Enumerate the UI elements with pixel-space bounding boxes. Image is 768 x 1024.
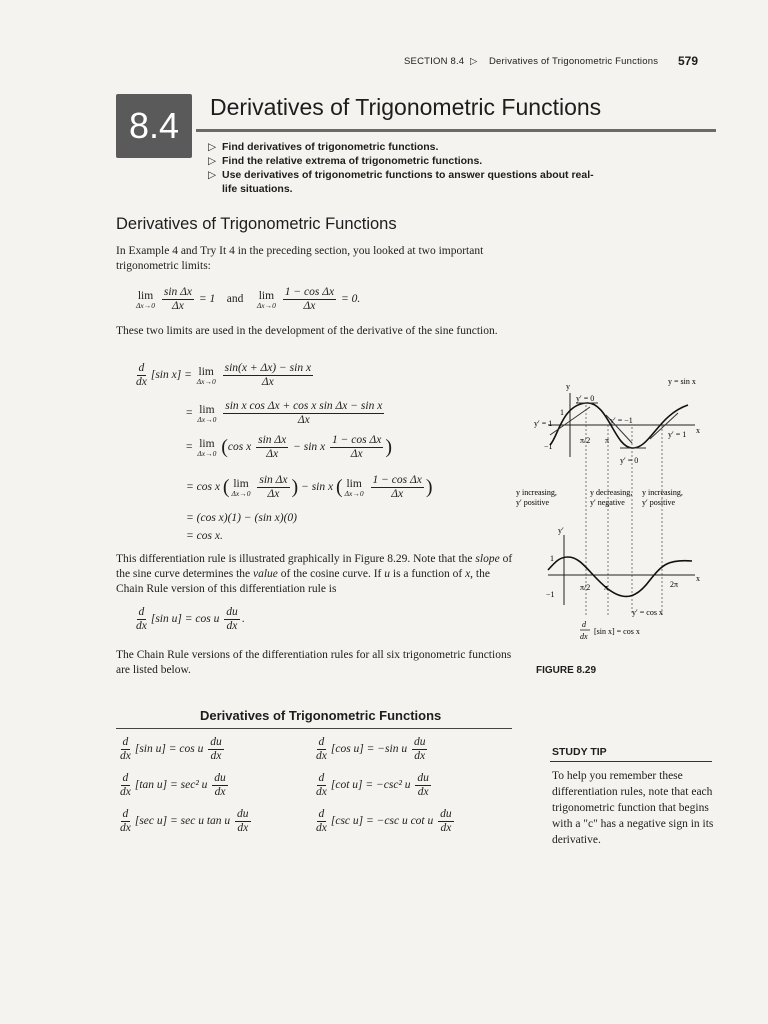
running-header-section: SECTION 8.4: [404, 56, 465, 67]
chain-rule-sin: $\frac{d}{dx}$ [sin u] = cos u $\frac{du}{dx}$ .: [136, 606, 245, 632]
label-positive-2: y′ positive: [642, 498, 676, 507]
derivation-line-6: = cos x.: [186, 530, 223, 542]
tick-minus-one: −1: [544, 442, 553, 451]
derivation-line-2: = lim Δx→0 $\frac{\text{sin x cos Δx + cos x sin Δx − sin x}}{\Delta x}$: [186, 400, 383, 426]
goal-item: ▷ Use derivatives of trigonometric functions to answer questions about real-life situations.: [208, 169, 594, 195]
paragraph-3: This differentiation rule is illustrated graphically in Figure 8.29. Note that the slope of the sine curve determines the value of the cosine curve. If u is a function of x, the Chain Rule version of this differentiation rule is: [116, 553, 513, 595]
derivation-line-3: = lim Δx→0 (cos x $\frac{\text{sin Δx}}{\Delta x}$ − sin x $\frac{\text{1 − cos Δx}}{\Delta x}$ ): [186, 434, 393, 460]
label-decreasing: y decreasing,: [590, 488, 633, 497]
top-curve-label: y = sin x: [668, 377, 696, 386]
goal-item: ▷ Find the relative extrema of trigonometric functions.: [208, 155, 483, 167]
study-tip-text: To help you remember these differentiation rules, note that each trigonometric function that begins with a "c" has a negative sign in its derivative.: [552, 770, 714, 846]
derivation-line-1: $\frac{d}{dx}$ [sin x] = lim Δx→0 $\frac{\text{sin(x + Δx) − sin x}}{\Delta x}$: [136, 362, 312, 388]
table-title: Derivatives of Trigonometric Functions: [200, 708, 442, 723]
intro-paragraph: In Example 4 and Try It 4 in the preceding section, you looked at two important trigonometric limits:: [116, 245, 484, 272]
title-rule: [196, 129, 716, 132]
header-arrow-icon: ▷: [470, 56, 478, 67]
goal-item: ▷ Find derivatives of trigonometric functions.: [208, 141, 439, 153]
label-yp0-top: y′ = 0: [576, 394, 595, 403]
page-number: 579: [678, 54, 699, 68]
running-header-title: Derivatives of Trigonometric Functions: [489, 56, 659, 67]
tick-pi: π: [605, 436, 610, 445]
derivation-line-4: = cos x ( lim Δx→0 $\frac{\text{sin Δx}}{\Delta x}$ ) − sin x ( lim Δx→0 $\frac{\text{1 − cos Δx}}{\Delta x}$ ): [186, 474, 433, 500]
tick-one: 1: [560, 408, 564, 417]
label-increasing-2: y increasing,: [642, 488, 683, 497]
label-yp0-bottom: y′ = 0: [620, 456, 639, 465]
label-negative: y′ negative: [590, 498, 625, 507]
triangle-bullet-icon: ▷: [208, 155, 217, 167]
tick-one-bottom: 1: [550, 554, 554, 563]
caption-dx: dx: [580, 632, 588, 641]
x-axis-label: x: [696, 426, 700, 435]
rule-tan: $\frac{d}{dx}$ [tan u] = sec² u $\frac{du}{dx}$: [120, 772, 226, 798]
section-badge: 8.4: [116, 94, 192, 158]
cosine-curve: [548, 557, 692, 596]
tick-pi-over-2: π/2: [580, 436, 591, 445]
paragraph-2: These two limits are used in the development of the derivative of the sine function.: [116, 325, 498, 337]
rule-sin: $\frac{d}{dx}$ [sin u] = cos u $\frac{du}{dx}$: [120, 736, 222, 762]
derivation-line-5: = (cos x)(1) − (sin x)(0): [186, 512, 297, 524]
caption-rhs: [sin x] = cos x: [594, 627, 640, 636]
x-axis-label-bottom: x: [696, 574, 700, 583]
label-yp1-right: y′ = 1: [668, 430, 687, 439]
label-yp1-left: y′ = 1: [534, 419, 553, 428]
paragraph-4: The Chain Rule versions of the differentiation rules for all six trigonometric functions are listed below.: [116, 649, 512, 676]
tick-2pi: 2π: [670, 580, 679, 589]
tick-pi-over-2-bottom: π/2: [580, 583, 591, 592]
y-axis-label: y: [566, 382, 570, 391]
bottom-curve-label: y′ = cos x: [632, 608, 663, 617]
triangle-bullet-icon: ▷: [208, 141, 217, 153]
triangle-bullet-icon: ▷: [208, 169, 217, 181]
label-ypm1: y′ = −1: [610, 416, 633, 425]
yprime-axis-label: y′: [558, 526, 564, 535]
rule-cos: $\frac{d}{dx}$ [cos u] = −sin u $\frac{du}{dx}$: [316, 736, 426, 762]
rule-csc: $\frac{d}{dx}$ [csc u] = −csc u cot u $\frac{du}{dx}$: [316, 808, 452, 834]
section-title: Derivatives of Trigonometric Functions: [210, 94, 602, 120]
study-tip-title: STUDY TIP: [552, 746, 607, 758]
figure-8-29: [516, 375, 720, 665]
subsection-heading: Derivatives of Trigonometric Functions: [116, 215, 397, 233]
trig-limits: lim Δx→0 $\frac{\text{sin Δx}}{\Delta x}$ = 1 and lim Δx→0 $\frac{\text{1 − cos Δx}}{\Delta x}$ = 0.: [136, 286, 361, 312]
table-rule: [116, 728, 512, 729]
rule-sec: $\frac{d}{dx}$ [sec u] = sec u tan u $\frac{du}{dx}$: [120, 808, 249, 834]
tick-minus-one-bottom: −1: [546, 590, 555, 599]
section-goals: [208, 140, 602, 196]
label-increasing: y increasing,: [516, 488, 557, 497]
caption-d: d: [582, 620, 586, 629]
tick-pi-bottom: π: [604, 583, 609, 592]
figure-label: FIGURE 8.29: [536, 665, 597, 676]
study-tip-rule: [550, 761, 712, 762]
label-positive: y′ positive: [516, 498, 550, 507]
rule-cot: $\frac{d}{dx}$ [cot u] = −csc² u $\frac{du}{dx}$: [316, 772, 429, 798]
